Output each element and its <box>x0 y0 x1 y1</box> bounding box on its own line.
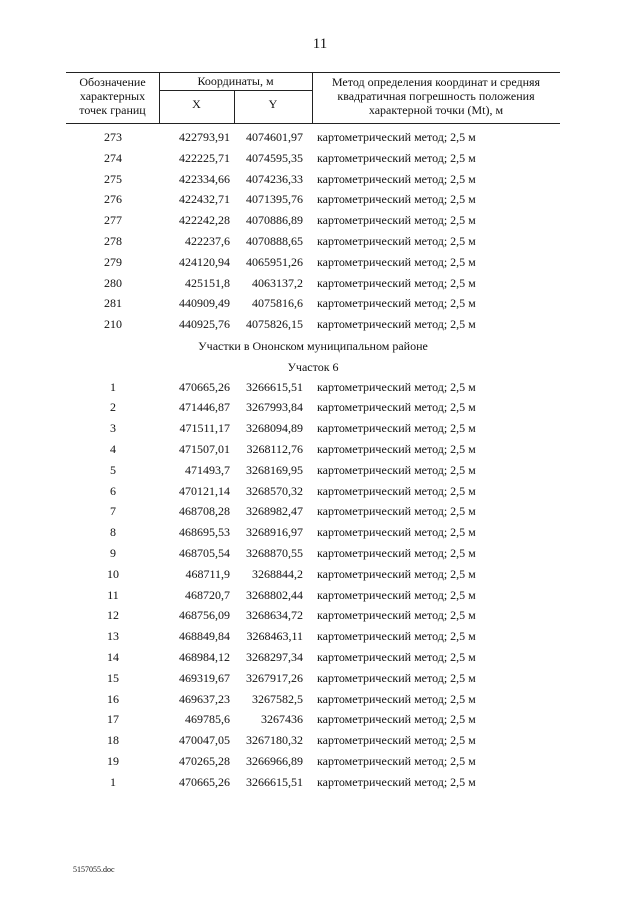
method-cell: картометрический метод; 2,5 м <box>317 545 476 560</box>
table-row <box>66 398 560 419</box>
x-coordinate: 470265,28 <box>179 753 230 768</box>
y-coordinate: 3268802,44 <box>246 587 303 602</box>
header-method-line: характерной точки (Mt), м <box>368 103 504 117</box>
point-number: 274 <box>104 150 122 165</box>
x-coordinate: 468720,7 <box>185 587 230 602</box>
y-coordinate: 4074601,97 <box>246 130 303 144</box>
method-cell: картометрический метод; 2,5 м <box>317 130 476 144</box>
y-coordinate: 3268094,89 <box>246 421 303 436</box>
table-row <box>66 232 560 253</box>
header-method-line: Метод определения координат и средняя <box>331 75 541 89</box>
y-coordinate: 3268916,97 <box>246 525 303 540</box>
point-number: 14 <box>107 649 119 664</box>
x-coordinate: 468756,09 <box>179 608 230 623</box>
table-row <box>66 419 560 440</box>
point-number: 2 <box>110 400 116 415</box>
method-cell: картометрический метод; 2,5 м <box>317 441 476 456</box>
header-y: Y <box>268 97 278 111</box>
point-number: 279 <box>104 254 122 269</box>
table-row <box>66 211 560 232</box>
y-coordinate: 3268982,47 <box>246 504 303 519</box>
method-cell: картометрический метод; 2,5 м <box>317 691 476 706</box>
table-row <box>66 669 560 690</box>
point-number: 210 <box>104 317 122 332</box>
y-coordinate: 3266615,51 <box>246 774 303 789</box>
y-coordinate: 3268297,34 <box>246 649 303 664</box>
x-coordinate: 471493,7 <box>185 462 230 477</box>
table-row <box>66 294 560 315</box>
header-point-column <box>66 75 159 117</box>
table-row <box>66 378 560 399</box>
table-row <box>66 565 560 586</box>
method-cell: картометрический метод; 2,5 м <box>317 254 476 269</box>
point-number: 13 <box>107 629 119 644</box>
table-row <box>66 586 560 607</box>
table-row <box>66 253 560 274</box>
table-row <box>66 461 560 482</box>
y-coordinate: 4071395,76 <box>246 192 303 207</box>
y-coordinate: 3267917,26 <box>246 670 303 685</box>
table-row <box>66 170 560 191</box>
header-method-line: квадратичная погрешность положения <box>337 89 535 103</box>
x-coordinate: 470121,14 <box>179 483 230 498</box>
y-coordinate: 3268463,11 <box>246 629 303 644</box>
method-cell: картометрический метод; 2,5 м <box>317 379 476 394</box>
table-row <box>66 128 560 149</box>
table-row <box>66 315 560 336</box>
x-coordinate: 468705,54 <box>179 545 230 560</box>
point-number: 15 <box>107 670 119 685</box>
page-number: 11 <box>312 36 328 52</box>
x-coordinate: 440909,49 <box>179 296 230 311</box>
y-coordinate: 3266966,89 <box>246 753 303 768</box>
method-cell: картометрический метод; 2,5 м <box>317 317 476 332</box>
table-row <box>66 440 560 461</box>
x-coordinate: 422242,28 <box>179 213 230 228</box>
x-coordinate: 470665,26 <box>179 774 230 789</box>
y-coordinate: 4065951,26 <box>246 254 303 269</box>
point-number: 277 <box>104 213 122 228</box>
header-divider <box>159 90 312 91</box>
point-number: 3 <box>110 421 116 436</box>
method-cell: картометрический метод; 2,5 м <box>317 587 476 602</box>
table-row <box>66 731 560 752</box>
subsection-title: Участок 6 <box>287 359 339 374</box>
y-coordinate: 3267436 <box>261 712 303 727</box>
x-coordinate: 469319,67 <box>179 670 230 685</box>
y-coordinate: 4070888,65 <box>246 233 303 248</box>
x-coordinate: 424120,94 <box>179 254 230 269</box>
section-title: Участки в Ононском муниципальном районе <box>198 338 428 353</box>
method-cell: картометрический метод; 2,5 м <box>317 629 476 644</box>
point-number: 281 <box>104 296 122 311</box>
table-row <box>66 149 560 170</box>
method-cell: картометрический метод; 2,5 м <box>317 670 476 685</box>
table-row <box>66 523 560 544</box>
table-row <box>66 773 560 794</box>
y-coordinate: 3268570,32 <box>246 483 303 498</box>
method-cell: картометрический метод; 2,5 м <box>317 483 476 498</box>
point-number: 5 <box>110 462 116 477</box>
point-number: 11 <box>107 587 119 602</box>
y-coordinate: 3267582,5 <box>252 691 303 706</box>
x-coordinate: 468849,84 <box>179 629 230 644</box>
x-coordinate: 468711,9 <box>185 566 230 581</box>
method-cell: картометрический метод; 2,5 м <box>317 421 476 436</box>
method-cell: картометрический метод; 2,5 м <box>317 753 476 768</box>
table-row <box>66 710 560 731</box>
method-cell: картометрический метод; 2,5 м <box>317 233 476 248</box>
y-coordinate: 3268634,72 <box>246 608 303 623</box>
y-coordinate: 4063137,2 <box>252 275 303 290</box>
x-coordinate: 422225,71 <box>179 150 230 165</box>
table-row <box>66 544 560 565</box>
y-coordinate: 3267180,32 <box>246 733 303 748</box>
x-coordinate: 422237,6 <box>185 233 230 248</box>
x-coordinate: 422432,71 <box>179 192 230 207</box>
point-number: 19 <box>107 753 119 768</box>
point-number: 275 <box>104 171 122 186</box>
table-row <box>66 690 560 711</box>
y-coordinate: 3268112,76 <box>246 441 303 456</box>
y-coordinate: 4074236,33 <box>246 171 303 186</box>
point-number: 1 <box>110 379 116 394</box>
y-coordinate: 3267993,84 <box>246 400 303 415</box>
table-header <box>66 72 560 124</box>
point-number: 278 <box>104 233 122 248</box>
method-cell: картометрический метод; 2,5 м <box>317 733 476 748</box>
x-coordinate: 468984,12 <box>179 649 230 664</box>
x-coordinate: 425151,8 <box>185 275 230 290</box>
method-cell: картометрический метод; 2,5 м <box>317 649 476 664</box>
x-coordinate: 469637,23 <box>179 691 230 706</box>
method-cell: картометрический метод; 2,5 м <box>317 566 476 581</box>
point-number: 7 <box>110 504 116 519</box>
point-number: 8 <box>110 525 116 540</box>
method-cell: картометрический метод; 2,5 м <box>317 150 476 165</box>
x-coordinate: 468695,53 <box>179 525 230 540</box>
y-coordinate: 4075826,15 <box>246 317 303 332</box>
point-number: 17 <box>107 712 119 727</box>
method-cell: картометрический метод; 2,5 м <box>317 275 476 290</box>
x-coordinate: 422334,66 <box>179 171 230 186</box>
table-row <box>66 627 560 648</box>
point-number: 12 <box>107 608 119 623</box>
method-cell: картометрический метод; 2,5 м <box>317 608 476 623</box>
point-number: 16 <box>107 691 119 706</box>
point-number: 280 <box>104 275 122 290</box>
table-row <box>66 752 560 773</box>
table-row <box>66 482 560 503</box>
method-cell: картометрический метод; 2,5 м <box>317 171 476 186</box>
method-cell: картометрический метод; 2,5 м <box>317 774 476 789</box>
y-coordinate: 4075816,6 <box>252 296 303 311</box>
header-coords: Координаты, м <box>197 74 274 88</box>
point-number: 1 <box>110 774 116 789</box>
x-coordinate: 440925,76 <box>179 317 230 332</box>
x-coordinate: 469785,6 <box>185 712 230 727</box>
method-cell: картометрический метод; 2,5 м <box>317 504 476 519</box>
y-coordinate: 3268169,95 <box>246 462 303 477</box>
table-row <box>66 190 560 211</box>
point-number: 276 <box>104 192 122 207</box>
point-number: 9 <box>110 545 116 560</box>
method-cell: картометрический метод; 2,5 м <box>317 462 476 477</box>
header-point-line: Обозначение <box>79 75 146 89</box>
x-coordinate: 471507,01 <box>179 441 230 456</box>
point-number: 6 <box>110 483 116 498</box>
y-coordinate: 3268844,2 <box>252 566 303 581</box>
y-coordinate: 4074595,35 <box>246 150 303 165</box>
method-cell: картометрический метод; 2,5 м <box>317 400 476 415</box>
method-cell: картометрический метод; 2,5 м <box>317 525 476 540</box>
method-cell: картометрический метод; 2,5 м <box>317 712 476 727</box>
y-coordinate: 3268870,55 <box>246 545 303 560</box>
y-coordinate: 4070886,89 <box>246 213 303 228</box>
point-number: 273 <box>104 130 122 144</box>
table-body <box>66 128 560 794</box>
method-cell: картометрический метод; 2,5 м <box>317 213 476 228</box>
x-coordinate: 471446,87 <box>179 400 230 415</box>
method-cell: картометрический метод; 2,5 м <box>317 296 476 311</box>
x-coordinate: 470047,05 <box>179 733 230 748</box>
x-coordinate: 471511,17 <box>179 421 230 436</box>
method-cell: картометрический метод; 2,5 м <box>317 192 476 207</box>
header-point-line: точек границ <box>79 103 146 117</box>
x-coordinate: 468708,28 <box>179 504 230 519</box>
table-row <box>66 502 560 523</box>
point-number: 18 <box>107 733 119 748</box>
header-point-line: характерных <box>79 89 146 103</box>
x-coordinate: 470665,26 <box>179 379 230 394</box>
footer-filename: 5157055.doc <box>73 865 115 874</box>
table-row <box>66 648 560 669</box>
point-number: 10 <box>107 566 119 581</box>
point-number: 4 <box>110 441 116 456</box>
table-row <box>66 606 560 627</box>
table-row <box>66 274 560 295</box>
header-x: X <box>192 97 201 111</box>
y-coordinate: 3266615,51 <box>246 379 303 394</box>
header-method-column <box>312 75 560 117</box>
x-coordinate: 422793,91 <box>179 130 230 144</box>
